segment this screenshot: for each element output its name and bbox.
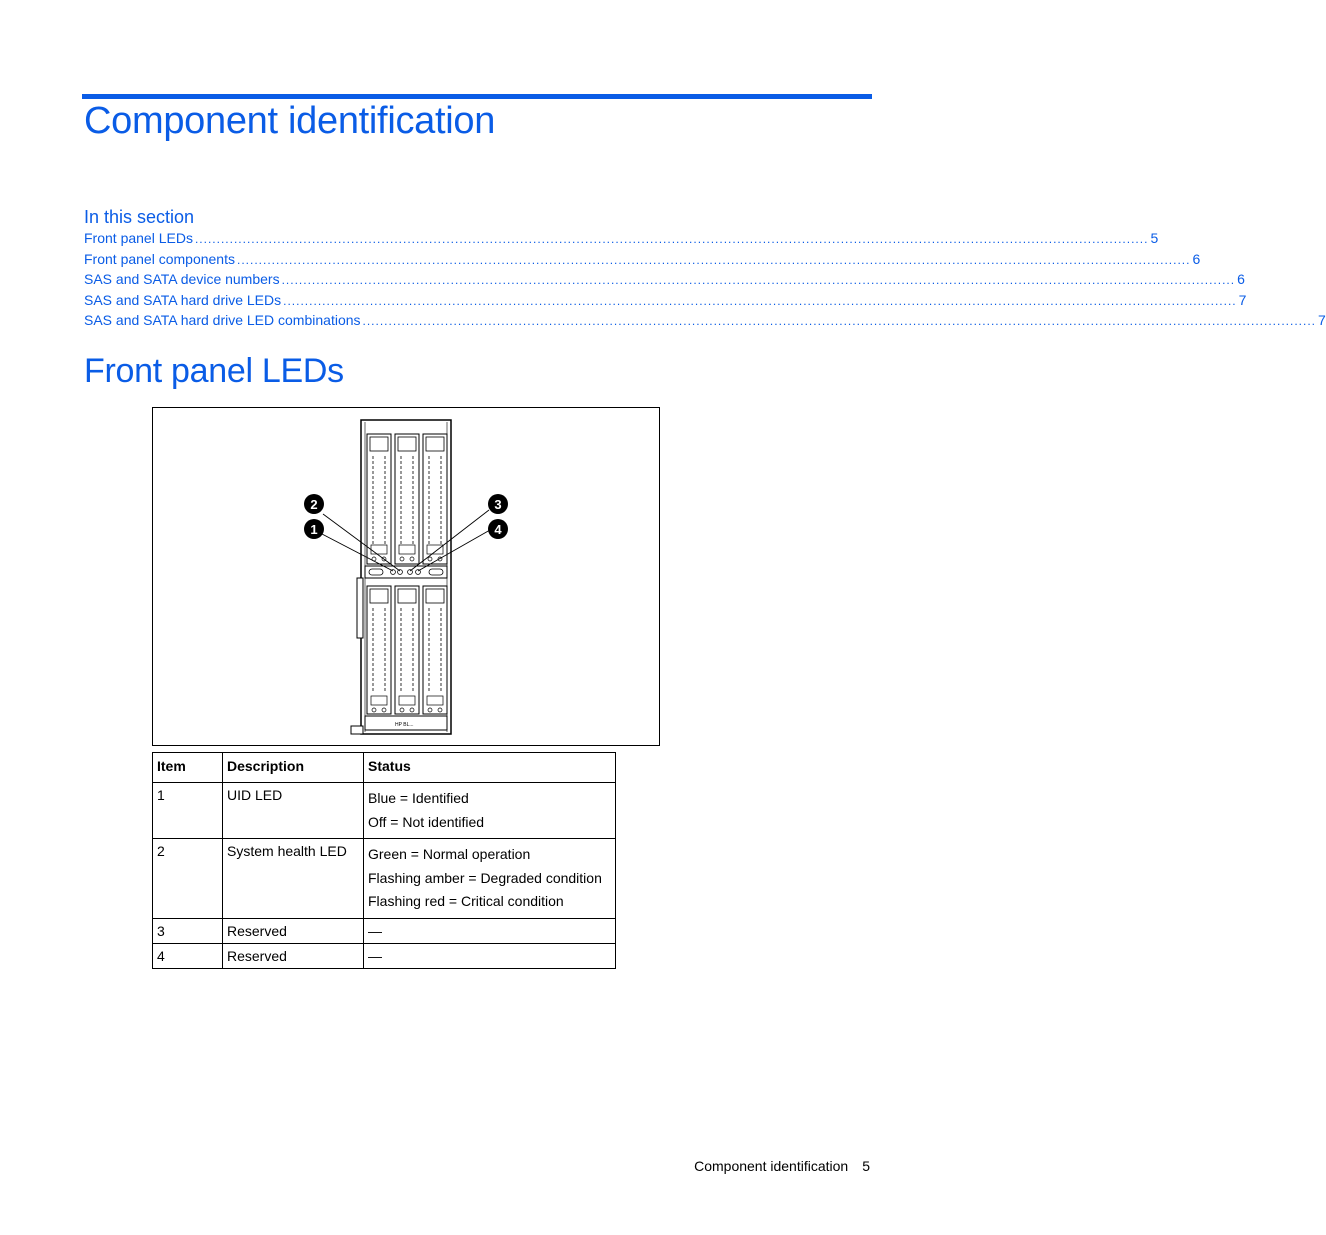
table-row <box>153 839 616 919</box>
cell-status: — <box>364 918 616 943</box>
cell-item: 4 <box>153 943 223 968</box>
toc <box>84 230 1326 333</box>
toc-entry-page: 7 <box>1238 291 1247 308</box>
toc-entry-label: SAS and SATA hard drive LED combinations <box>84 312 361 328</box>
section-title: Front panel LEDs <box>84 352 344 390</box>
svg-text:4: 4 <box>494 522 502 537</box>
toc-leader: ............................................................................................................................................................................................................................ <box>362 314 1316 328</box>
column-header-description: Description <box>223 753 364 783</box>
toc-entry-page: 6 <box>1192 250 1201 267</box>
footer-page-number: 5 <box>862 1158 870 1174</box>
toc-leader: ............................................................................................................................................................................................................................ <box>194 232 1149 246</box>
front-led-strip <box>365 566 447 578</box>
server-blade-illustration <box>153 408 659 745</box>
cell-status <box>364 783 616 839</box>
svg-text:1: 1 <box>310 522 318 537</box>
svg-text:2: 2 <box>310 497 318 512</box>
toc-entry[interactable] <box>84 291 1247 313</box>
callout-4 <box>488 519 508 539</box>
blade-brand-label: HP BL... <box>395 722 414 728</box>
cell-item: 2 <box>153 839 223 919</box>
cell-description: System health LED <box>223 839 364 919</box>
toc-heading: In this section <box>84 207 195 227</box>
status-line: Blue = Identified <box>368 790 469 806</box>
toc-entry-page: 6 <box>1237 271 1245 287</box>
blade-side-latch <box>357 578 363 638</box>
system-health-led-icon <box>398 570 403 575</box>
blade-release-handle <box>351 726 363 734</box>
led-status-table <box>152 752 616 969</box>
table-row <box>153 918 616 943</box>
toc-entry[interactable] <box>84 271 1245 292</box>
toc-entry-label: SAS and SATA device numbers <box>84 271 280 287</box>
toc-entry[interactable] <box>84 230 1159 251</box>
status-line: Off = Not identified <box>368 813 485 830</box>
chapter-rule <box>82 94 872 99</box>
column-header-item: Item <box>153 753 223 783</box>
top-drive-bays <box>367 434 447 564</box>
status-line: Flashing amber = Degraded condition <box>368 869 602 886</box>
toc-leader: ............................................................................................................................................................................................................................ <box>283 293 1237 308</box>
cell-status <box>364 839 616 919</box>
toc-entry-label: Front panel LEDs <box>84 230 193 246</box>
cell-description: Reserved <box>223 943 364 968</box>
toc-entry[interactable] <box>84 312 1326 333</box>
toc-entry-label: SAS and SATA hard drive LEDs <box>84 291 282 308</box>
toc-entry[interactable] <box>84 250 1201 272</box>
toc-entry-page: 5 <box>1150 230 1159 246</box>
callout-2 <box>304 494 324 514</box>
cell-description: Reserved <box>223 918 364 943</box>
cell-status: — <box>364 943 616 968</box>
table-row <box>153 943 616 968</box>
table-row <box>153 783 616 839</box>
table-header-row <box>153 753 616 783</box>
status-line: Flashing red = Critical condition <box>368 893 564 909</box>
bottom-drive-bays <box>367 586 447 714</box>
callout-3 <box>488 494 508 514</box>
column-header-status: Status <box>364 753 616 783</box>
front-panel-figure <box>152 407 660 746</box>
status-line: Green = Normal operation <box>368 846 531 862</box>
reserved-led-icon <box>408 570 413 575</box>
footer-title: Component identification <box>694 1158 849 1174</box>
cell-item: 3 <box>153 918 223 943</box>
callout-1 <box>304 519 324 539</box>
toc-entry-label: Front panel components <box>84 250 235 267</box>
page-footer <box>694 1158 870 1174</box>
toc-leader: ............................................................................................................................................................................................................................ <box>281 273 1236 287</box>
cell-item: 1 <box>153 783 223 839</box>
toc-leader: ............................................................................................................................................................................................................................ <box>236 252 1191 267</box>
svg-text:3: 3 <box>494 497 502 512</box>
cell-description: UID LED <box>223 783 364 839</box>
chapter-title: Component identification <box>84 100 496 142</box>
toc-entry-page: 7 <box>1318 312 1326 328</box>
